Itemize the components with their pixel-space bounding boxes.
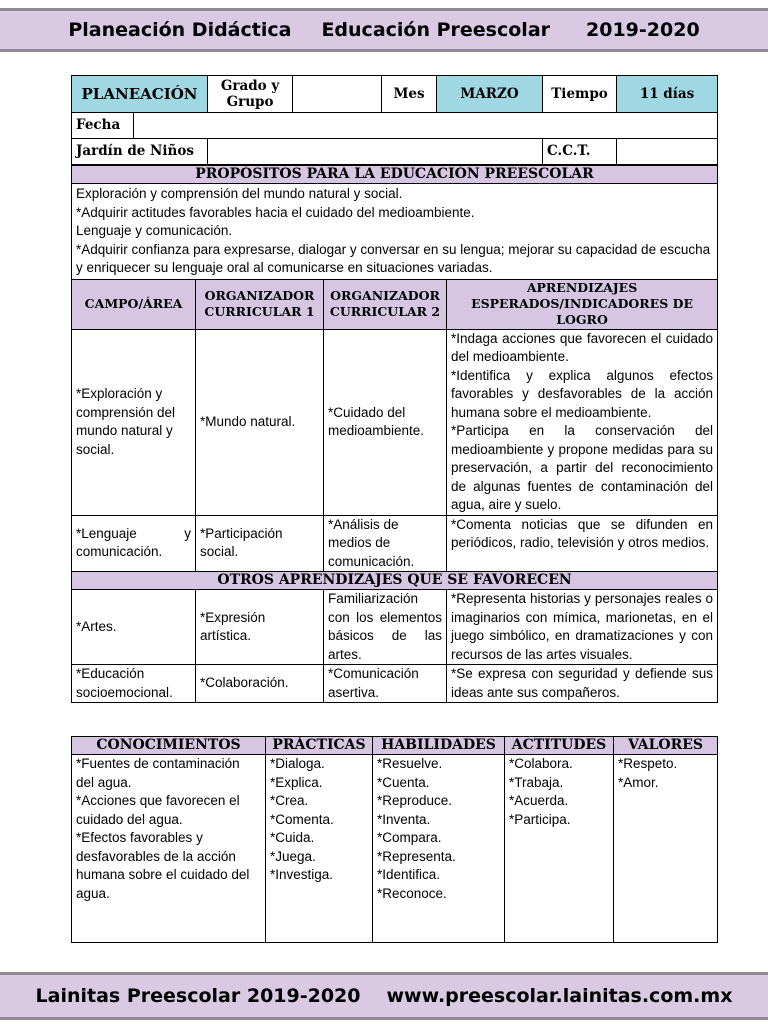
col-org1: ORGANIZADOR CURRICULAR 1 bbox=[196, 279, 324, 329]
list-item: *Comenta. bbox=[270, 811, 334, 827]
habilidades-list bbox=[373, 755, 505, 943]
list-item: *Crea. bbox=[270, 793, 309, 808]
list-item: *Inventa. bbox=[377, 811, 431, 827]
list-item: *Resuelve. bbox=[377, 756, 443, 771]
list-item: *Reproduce. bbox=[377, 793, 453, 808]
list-item: *Compara. bbox=[377, 830, 442, 845]
tiempo-label: Tiempo bbox=[543, 76, 617, 113]
tiempo-value: 11 días bbox=[617, 76, 718, 113]
row-aprendizajes: *Representa historias y personajes reales o imaginarios con mímica, marionetas, en el juego simbólico, en dramatizaciones y con recursos de las artes visuales. bbox=[447, 590, 718, 665]
proposito-line: *Adquirir confianza para expresarse, dialogar y conversar en su lengua; mejorar su capacidad de escucha y enriquecer su lenguaje oral al comunicarse en situaciones variadas. bbox=[76, 241, 711, 275]
row-aprendizajes bbox=[447, 329, 718, 515]
list-item: *Respeto. bbox=[618, 756, 678, 771]
list-item: *Efectos favorables y desfavorables de la acción humana sobre el cuidado del agua. bbox=[76, 830, 250, 901]
table-row bbox=[72, 329, 718, 515]
competencies-table bbox=[71, 736, 718, 943]
mes-value: MARZO bbox=[437, 76, 543, 113]
col-habilidades: HABILIDADES bbox=[373, 737, 505, 755]
mes-label: Mes bbox=[382, 76, 437, 113]
row-org1: *Expresión artística. bbox=[196, 590, 324, 665]
table-row bbox=[72, 515, 718, 572]
footer-url[interactable]: www.preescolar.lainitas.com.mx bbox=[386, 985, 733, 1007]
grado-grupo-value[interactable] bbox=[293, 76, 382, 113]
table-row bbox=[72, 590, 718, 665]
list-item: *Identifica. bbox=[377, 867, 441, 882]
list-item: *Reconoce. bbox=[377, 885, 447, 901]
col-campo: CAMPO/ÁREA bbox=[72, 279, 196, 329]
actitudes-list bbox=[505, 755, 614, 943]
planning-table bbox=[71, 165, 718, 703]
aprendizaje-item: *Identifica y explica algunos efectos favorables y desfavorables de la acción humana sobre el medioambiente. bbox=[451, 367, 714, 420]
grado-grupo-label: Grado y Grupo bbox=[208, 76, 293, 113]
list-item: *Trabaja. bbox=[509, 774, 564, 790]
list-item: *Investiga. bbox=[270, 867, 334, 882]
col-actitudes: ACTITUDES bbox=[505, 737, 614, 755]
list-item: *Amor. bbox=[618, 774, 659, 790]
list-item: *Participa. bbox=[509, 811, 571, 827]
col-org2: ORGANIZADOR CURRICULAR 2 bbox=[324, 279, 447, 329]
row-org2: *Cuidado del medioambiente. bbox=[324, 329, 447, 515]
list-item: *Dialoga. bbox=[270, 756, 325, 771]
aprendizaje-item: *Indaga acciones que favorecen el cuidado del medioambiente. bbox=[451, 330, 714, 364]
row-campo: *Educación socioemocional. bbox=[72, 665, 196, 703]
row-org2: *Comunicación asertiva. bbox=[324, 665, 447, 703]
conocimientos-list bbox=[72, 755, 266, 943]
header-title: Planeación Didáctica bbox=[68, 19, 292, 41]
row-org2: *Análisis de medios de comunicación. bbox=[324, 515, 447, 572]
row-aprendizajes: *Se expresa con seguridad y defiende sus ideas ante sus compañeros. bbox=[447, 665, 718, 703]
list-item: *Cuida. bbox=[270, 830, 315, 845]
list-item: *Cuenta. bbox=[377, 774, 430, 790]
row-org1: *Mundo natural. bbox=[196, 329, 324, 515]
cct-label: C.C.T. bbox=[543, 139, 617, 165]
fecha-value[interactable] bbox=[134, 113, 718, 139]
col-aprendizajes: APRENDIZAJES ESPERADOS/INDICADORES DE LOGRO bbox=[447, 279, 718, 329]
jardin-value[interactable] bbox=[208, 139, 543, 165]
header-subtitle: Educación Preescolar bbox=[321, 19, 551, 41]
list-item: *Acciones que favorecen el cuidado del agua. bbox=[76, 793, 240, 827]
table-row bbox=[72, 665, 718, 703]
info-table bbox=[71, 75, 718, 165]
practicas-list bbox=[266, 755, 373, 943]
list-item: *Representa. bbox=[377, 848, 456, 864]
row-campo: *Artes. bbox=[72, 590, 196, 665]
cct-value[interactable] bbox=[617, 139, 718, 165]
row-campo: *Lenguaje y comunicación. bbox=[72, 515, 196, 572]
col-conocimientos: CONOCIMIENTOS bbox=[72, 737, 266, 755]
col-practicas: PRÁCTICAS bbox=[266, 737, 373, 755]
otros-heading: OTROS APRENDIZAJES QUE SE FAVORECEN bbox=[72, 572, 718, 590]
fecha-label: Fecha bbox=[72, 113, 134, 139]
proposito-line: Lenguaje y comunicación. bbox=[76, 223, 233, 238]
row-org1: *Colaboración. bbox=[196, 665, 324, 703]
proposito-line: Exploración y comprensión del mundo natural y social. bbox=[76, 186, 403, 201]
list-item: *Colabora. bbox=[509, 756, 573, 771]
footer-banner bbox=[0, 972, 768, 1020]
list-item: *Acuerda. bbox=[509, 793, 569, 808]
list-item: *Fuentes de contaminación del agua. bbox=[76, 756, 240, 790]
row-org1: *Participación social. bbox=[196, 515, 324, 572]
list-item: *Explica. bbox=[270, 774, 323, 790]
row-aprendizajes: *Comenta noticias que se difunden en periódicos, radio, televisión y otros medios. bbox=[447, 515, 718, 572]
row-org2: Familiarización con los elementos básicos de las artes. bbox=[324, 590, 447, 665]
planeacion-label: PLANEACIÓN bbox=[72, 76, 208, 113]
row-campo: *Exploración y comprensión del mundo natural y social. bbox=[72, 329, 196, 515]
valores-list bbox=[614, 755, 718, 943]
header-year: 2019-2020 bbox=[586, 19, 700, 41]
header-banner bbox=[0, 8, 768, 52]
col-valores: VALORES bbox=[614, 737, 718, 755]
jardin-label: Jardín de Niños bbox=[72, 139, 208, 165]
propositos-block bbox=[72, 184, 718, 280]
aprendizaje-item: *Participa en la conservación del medioambiente y propone medidas para su preservación, a partir del reconocimiento de algunas fuentes de contaminación del agua, aire y suelo. bbox=[451, 423, 714, 512]
list-item: *Juega. bbox=[270, 848, 316, 864]
footer-brand: Lainitas Preescolar 2019-2020 bbox=[35, 985, 361, 1007]
propositos-heading: PROPÓSITOS PARA LA EDUCACIÓN PREESCOLAR bbox=[72, 166, 718, 184]
proposito-line: *Adquirir actitudes favorables hacia el cuidado del medioambiente. bbox=[76, 204, 475, 220]
